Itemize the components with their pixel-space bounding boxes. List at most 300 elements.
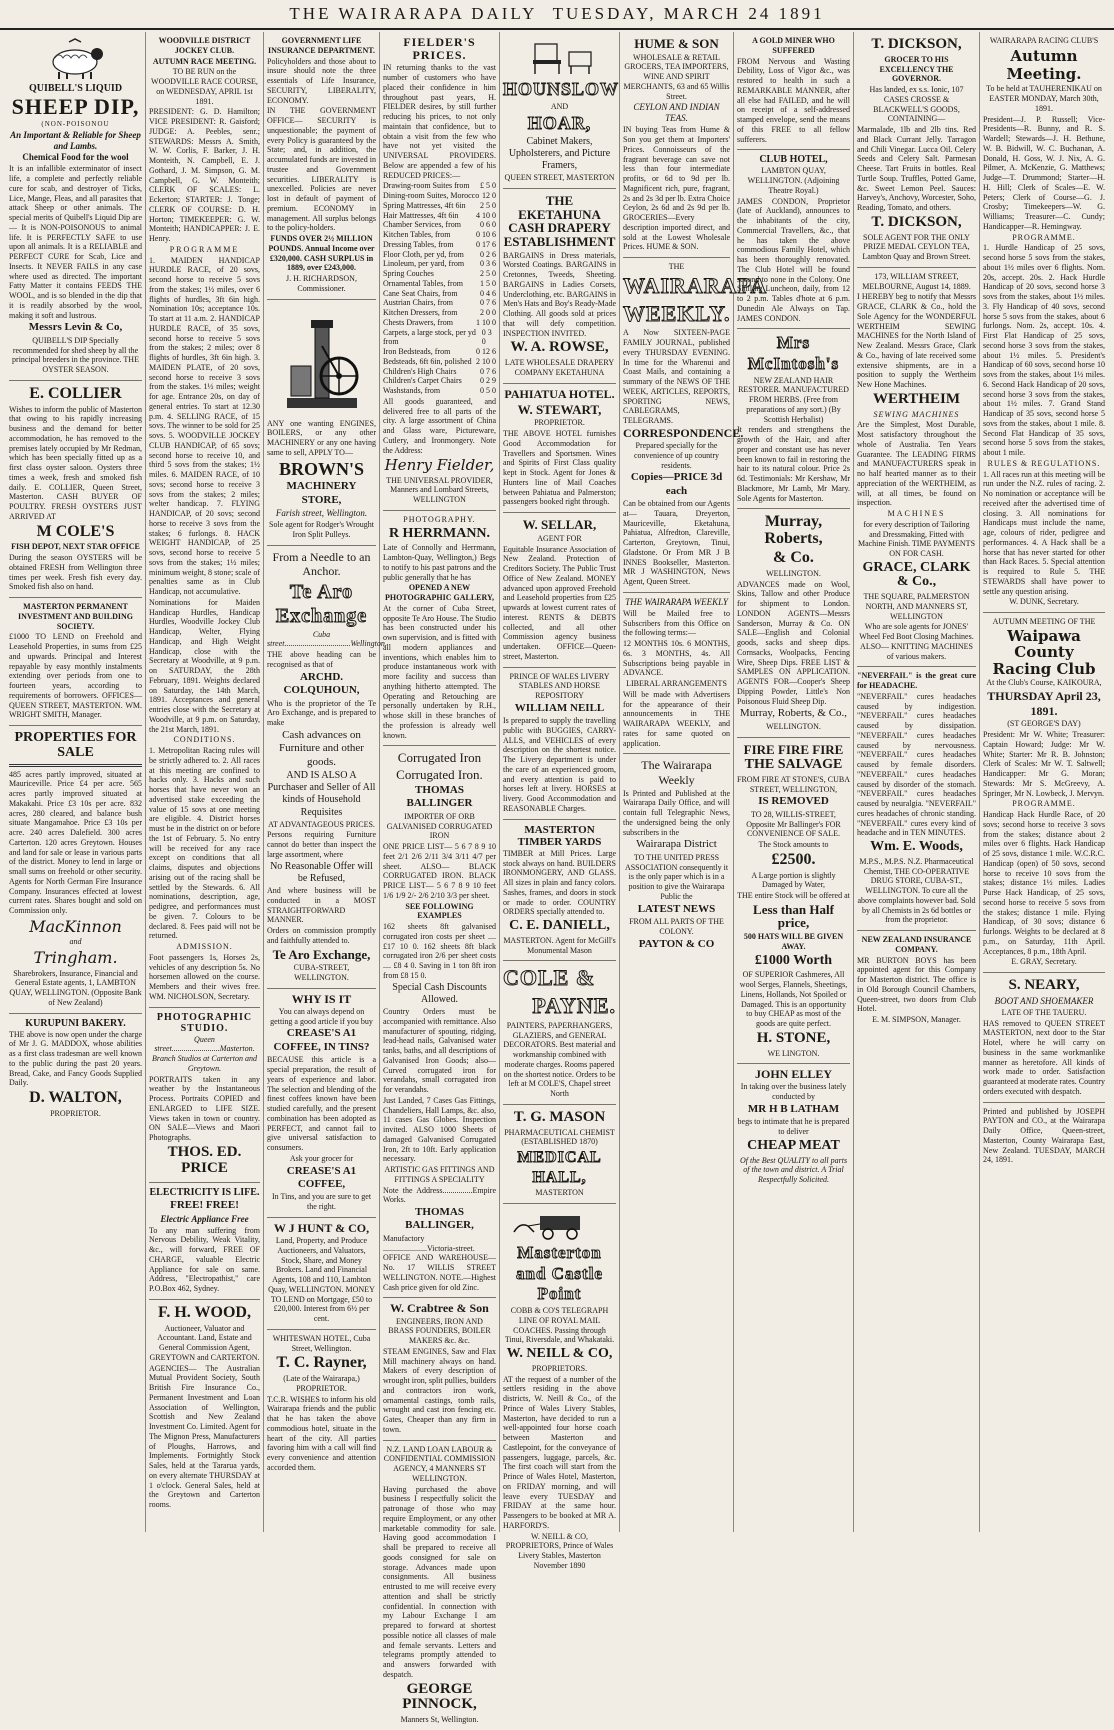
ad-weekly-press [623,754,730,955]
murray-body: ADVANCES made on Wool, Skins, Tallow and other Produce for shipment to London. LONDON AGENTS—Messrs Sanderson, Murray & Co. ON SALE—English and Colonial goods, sacks and sheep dips. Cornsacks, Woolpacks, Fencing Wire, Sheep Dips. FREE LIST & SAMPLES ON APPLICATION. AGENTS FOR—Cooper's Sheep Dipping Powder, Little's Non Poisonous Fluid Sheep Dip. [737,579,850,706]
gov-commissioner: J. H. RICHARDSON, Commissioner. [286,274,357,293]
chair-illustration [515,38,605,76]
ad-grace-clark [857,268,976,668]
quibell-heading: QUIBELL'S LIQUID [28,83,123,94]
all-parts: FROM ALL PARTS OF THE COLONY. [629,917,724,936]
grace-clark-name: GRACE, CLARK & Co., [862,559,971,590]
society-body: £1000 TO LEND on Freehold and Leasehold Properties, in sums from £25 and upwards. Principal and Interest repayable by easy monthly instalments extending over periods from one to fourteen years, according to requirements of borrowers. OFFICES—QUEEN STREET, MASTERTON. WM. WRIGHT SMITH, Manager. [9,632,142,720]
ballinger-office: Manufactory ......................Victoria-street. OFFICE AND WAREHOUSE— No. 17 WILLIS STREET WELLINGTON. NOTE.—Highest Cash price given for old Zinc. [383,1233,496,1292]
price-row [383,240,496,250]
price-value: 1 10 0 [476,317,496,327]
neary-trade: BOOT AND SHOEMAKER [994,995,1094,1006]
gov-body: IN THE GOVERNMENT OFFICE— SECURITY is unquestionable; the payment of every Policy is guaranteed by the State; and, in addition, the accumulated funds are invested in trustee and Government securities. LIBERALITY is unexcelled. Policies are never lost in default of payment of premium. ECONOMY in management. All surplus belongs to the policy-holders. [267,106,376,233]
price-item: Dining-room Suites, Morocco [383,191,480,201]
stewart-name: W. STEWART, [517,401,602,417]
gov-intro: Policyholders and those about to insure should note the three essentials of Life Insurance, SECURITY, LIBERALITY, ECONOMY. [267,56,376,105]
ad-building-society [9,598,142,726]
cash-discounts: Special Cash Discounts Allowed. [392,981,487,1005]
ballinger-1: THOMAS BALLINGER [406,784,473,810]
price-row [383,386,496,396]
timber-heading: MASTERTON TIMBER YARDS [517,823,602,848]
price-item: Ornamental Tables, from [383,278,463,288]
imprint [983,1103,1105,1171]
iron-price-list: ONE PRICE LIST— 5 6 7 8 9 10 feet 2/1 2/6 2/11 3/4 3/11 4/7 per sheet. ALSO— BLACK CORRUGATED IRON. BLACK PRICE LIST— 5 6 7 8 9 10 feet 1/6 1/9 2/- 2/6 2/10 3/3 per sheet. [383,842,496,900]
purchaser-seller: AND IS ALSO A Purchaser and Seller of All kinds of Household Requisites [267,769,376,818]
elley-name: JOHN ELLEY [754,1067,832,1082]
te-aro-text-2: Who is the proprietor of the Te Aro Exchange, and is prepared to make [267,698,376,728]
wk-press: TO THE UNITED PRESS ASSOCIATION consequently it is the only paper which is in a position to give the Wairarapa Public the [624,852,729,901]
price-value: 4 10 0 [476,210,496,220]
collier-body: Wishes to inform the public of Masterton that owing to his rapidly increasing business and the demand for better accommodation, he has removed to the premises lately occupied by Mr Redman, which has been specially fitted up as a first class oyster saloon. Oysters three times a week, fresh and smoked fish daily. E. COLLIER, Queen Street, Masterton. CASH BUYER OF POULTRY. FRESH OYSTERS JUST ARRIVED AT [9,404,142,521]
price-value: £ 5 0 [480,181,496,191]
quibell-note: QUIBELL'S DIP Specially recommended for shed sheep by all the principal breeders in the province. THE OYSTER SEASON. [12,335,139,375]
murray-town: WELLINGTON. [766,568,821,578]
properties-heading: PROPERTIES FOR SALE [14,730,137,760]
jc-intro: TO BE RUN on the WOODVILLE RACE COURSE, on WEDNESDAY, APRIL 1st 1891. [151,67,258,106]
examples-heading: SEE FOLLOWING EXAMPLES [405,901,474,921]
jc-nominations: Nominations for Maiden Handicap Hurdles, Handicap Hurdles, Woodville Jockey Club Handicap, Welter, Flying Handicap, and High Weight Handicap, close with the Secretary at Woodville, at 9 p.m. on SATURDAY, the 28th February, 1891. Weights declared on Saturday, the 14th March, 1891. Acceptances and general entries close with the Secretary at Woodville, at 9 p.m. on Saturday, the 21st March, 1891. [149,597,260,734]
mackinnon-name: MacKinnon [29,916,122,936]
cole-subheading: FISH DEPOT, NEXT STAR OFFICE [11,542,140,552]
herrmann-body: At the corner of Cuba Street, opposite Te Aro House. The Studio has been constructed under his own supervision, and is fitted with all modern appliances and inventions, which enables him to produce instantaneous work with more facility and success than anything hitherto attempted. The Operating and Retouching are personally undertaken by R.H., whose skill in these branches of the profession is already well known. [383,603,496,740]
price-value: 2 5 0 [480,200,496,210]
ad-crabtree [383,1298,496,1440]
hair-restorer-body: It renders and strengthens the growth of the Hair, and after proper and constant use has never been known to fail in restoring the hair to its natural colour. Price 2s 6d. Testimonials: Mr Kershaw, Mr Blackmore, Mr Lamb, Mr Mary. Sole Agents for Masterton. [737,425,850,503]
thos-price-name: THOS. ED. PRICE [167,1143,242,1176]
electricity-heading: ELECTRICITY IS LIFE. [149,1187,260,1199]
gold-miner-body: FROM Nervous and Wasting Debility, Loss of Vigor &c., was restored to health in such a REMARKABLE MANNER, after all else had FAILED, and he will on receipt of a self-addressed stamped envelope, send the means of this FREE to all fellow sufferers. [737,56,850,144]
quibell-tagline: An Important & Reliable for Sheep and Lambs. [10,129,141,151]
wp-programme: Handicap Hack Hurdle Race, of 20 sovs; second horse to receive 3 sovs from the stakes; distance about 2 miles over 6 flights. Hack Handicap of 25 sovs, distance 1 mile. W.C.R.C. Handicap (open) of 50 sovs, second horse to receive 10 sovs from the stakes; distance 1½ miles. Ladies Purse Hack Handicap, of 25 sovs, second horse to receive 5 sovs from the stakes; distance 1 mile. Flying Handicap, of 30 sovs; distance 6 furlongs. Weights to be declared at 8 p.m., on Saturday, 11th April. Acceptances, 8 p.m., 18th April. [983,810,1105,956]
price-item: Linoleum, per yard, from [383,259,465,269]
column-5 [500,32,620,1570]
castle-point-heading: Masterton and Castle Point [516,1242,603,1304]
tringham-name: Tringham. [33,948,118,968]
corrugated-1: Corrugated Iron [397,750,482,766]
price-value: 0 7 6 [480,298,496,308]
price-item: Dressing Tables, from [383,239,454,249]
machines-note: for every description of Tailoring and Dressmaking, Fitted with Machine Finish. TIME PAYMENTS ON FOR CASH. [857,519,976,558]
ad-labour-agency [383,1441,496,1730]
gas-fittings: ARTISTIC GAS FITTINGS AND FITTINGS A SPECIALITY [384,1165,495,1184]
wood-agencies: AGENCIES— The Australian Mutual Provident Society, South British Fire Insurance Co., Permanent Investment and Loan Association of Wellington, Scottish and New Zealand Investment Co. Limited. Agent for The Mignon Press, Manufacturers of Ploughs, Harrows, and Implements. Fortnightly Stock Sales, held at the Tararua yards, on every alternate THURSDAY at 1 o'clock. General Sales, held at the Greytown and Carterton rooms. [149,1363,260,1510]
properties-body: 485 acres partly improved, situated at Mauriceville. Price £4 per acre. 565 acres partly improved situated at Makakahi. Price £3 10s per acre. 832 acres, 280 cleared, and balance bush situate Mangamahoe. Price £3 10s per acre. 240 acres Dalefield. 300 acres Carterton. 120 acres Greytown. Houses and land for sale or lease in various parts of the district. Money to lend in large or small sums on freehold or other security. Agents for North German Fire Insurance Company. Insurances effected at lowest current rates. Shares bought and sold on Commission only. [9,769,142,916]
price-value: 0 17 6 [476,239,496,249]
eketahuna-body: BARGAINS in Dress materials, Worsted Coatings. BARGAINS in Cretonnes, Tweeds, Sheeting. BARGAINS in Ladies Corsets, Underclothing, etc. BARGAINS in Men's Hats and Boy's Ready-Made Clothing. All goods sold at prices that will defy competition. INSPECTION INVITED. [503,250,616,338]
rayner-name: T. C. Rayner, [276,1354,367,1372]
ww-intro: Will be Mailed free to Subscribers from this Office on the following terms:— [623,608,730,638]
waipawa-club: Waipawa County Racing Club [992,626,1096,678]
wood-name: F. H. WOOD, [158,1303,251,1321]
wp-heading: AUTUMN MEETING OF THE [992,617,1096,627]
column-2 [146,32,264,1532]
corrugated-2: Corrugated Iron. [396,767,483,783]
why-intro: You can always depend on getting a good article if you buy [270,1006,373,1026]
weekly-body: A Now SIXTEEN-PAGE FAMILY JOURNAL, published every THURSDAY EVENING. In time for the Wharenui and Coast Mails, and containing a summary of the NEWS OF THE WEEK, ARTICLES, REPORTS, SPORTING NEWS, CABLEGRAMS, TELEGRAMS. [623,328,730,426]
price-value: 12 0 [482,191,496,201]
ad-neverfail [857,667,976,931]
ad-hair-restorer [737,329,850,509]
price-value: 0 7 6 [480,366,496,376]
ad-john-elley [737,1064,850,1190]
price-item: Carpets, a large stock, per yd from [383,327,476,347]
society-heading: MASTERTON PERMANENT INVESTMENT AND BUILDING SOCIETY. [18,602,133,631]
jc-subheading: AUTUMN RACE MEETING. [152,56,257,66]
autumn-meeting: Autumn Meeting. [1006,46,1082,84]
murray-footer: Murray, Roberts, & Co., [739,707,848,720]
price-item: Bedsteads, 6ft 6in, polished [383,356,472,366]
hair-restorer-title: NEW ZEALAND HAIR RESTORER. MANUFACTURED FROM HERBS. (Free from preparations of any sort.) (By Scottish Herbalist) [738,375,849,424]
ad-fire-salvage [737,738,850,1065]
payton-co: PAYTON & CO [638,937,715,950]
rowse-note: LATE WHOLESALE DRAPERY COMPANY EKETAHUNA [504,358,615,377]
price-row [383,328,496,348]
latham-name: MR H B LATHAM [747,1102,840,1115]
column-9 [980,32,1108,1532]
ad-wairarapa-weekly [623,258,768,593]
price-row [383,230,496,240]
column-8 [854,32,980,1532]
column-3 [264,32,387,1532]
price-row [383,211,496,221]
jc-programme-title: PROGRAMME [169,244,240,254]
mason-town: MASTERTON [535,1188,584,1198]
hunt-heading: W J HUNT & CO, [273,1220,370,1235]
coach-line: COBB & CO'S TELEGRAPH LINE OF ROYAL MAIL COACHES. Passing through Tinui, Riversdale, and Whakataki. [504,1306,615,1345]
timber-body: TIMBER at Mill Prices. Large stock always on hand. BUILDERS IRONMONGERY, AND GLASS. All sizes in plain and fancy colors. Sashes, frames, and doors in stock or made to order. COUNTRY ORDERS specially attended to. [503,848,616,917]
price-row [383,289,496,299]
cole-body: During the season OYSTERS will be obtained FRESH from Wellington three times per week. Fresh fish every day. Smoked fish also on hand. [9,553,142,592]
wk-body: Is Printed and Published at the Wairarapa Daily Office, and will contain full Telegraphic News, the undersigned being the only subscribers in the [623,788,730,837]
mason-name: T. G. MASON [513,1108,606,1125]
jc-conditions-title: CONDITIONS. [173,735,236,745]
examples-body: 162 sheets 8ft galvanised corrugated iron costs per sheet .... £17 10 0. 162 sheets 8ft black corrugated iron 2/6 per sheet costs .... £8 4 0. Saving in 1 ton 8ft iron from £8 15 0. [383,922,496,980]
wp-secretary: E. GRAY, Secretary. [1011,957,1077,967]
te-aro-text-3: Persons requiring Furniture cannot do better than inspect the large assortment, where [267,830,376,859]
ad-weekly-subscriptions [623,593,730,754]
crease-body: BECAUSE this article is a special preparation, the result of years of experience and labor. The selection and blending of the finest coffees known have been studied carefully, and the present combination has been adopted as PERFECT, and cannot fail to give universal satisfaction to consumers. [267,1055,376,1152]
woods-name: Wm. E. Woods, [870,839,963,855]
cash-advances: Cash advances on Furniture and other goods. [279,728,364,768]
ad-prince-of-wales-stables [503,668,616,820]
price-row [383,298,496,308]
hume-body: IN buying Teas from Hume & Son you get them at Importers' Prices. Connoisseurs of the fragrant beverage can save not less than four intermediate profits, or 6d to 9d per lb. Magnificent rich, pure, fragrant, 2s and 2s 3d per lb. Extra Choice Ceylon, 2s 6d and 2s 9d per lb. GROCERIES—Every description imported direct, and sold at the Lowest Wholesale Prices. HUME & SON. [623,125,730,252]
crease-coffee-2: CREASE'S A1 COFFEE, [286,1164,357,1190]
ad-government-life [267,32,376,300]
no-reasonable-offer: No Reasonable Offer will be Refused, [270,860,373,884]
te-aro-text-5: Orders on commission promptly and faithfully attended to. [267,926,376,945]
woods-details: M.P.S., M.P.S. N.Z. Pharmaceutical Chemist, THE CO-OPERATIVE DRUG STORE, CUBA-ST., WELLINGTON. To cure all the above complaints however bad. Sold by all Chemists in 2s 6d bottles or from the proprietor. [857,856,976,925]
crabtree-body: STEAM ENGINES, Saw and Flax Mill machinery always on hand. Makers of every description of wrought iron, split pullies, builders and contractors iron work, ornamental castings, tomb rails, wrought and cast iron fencing etc. Gates, Cheaper than any firm in town. [383,1346,496,1434]
ballinger-2: THOMAS BALLINGER, [405,1206,474,1232]
henry-fielder: Henry Fielder, [384,456,495,475]
price-row [383,308,496,318]
price-row [383,269,496,279]
ad-castle-point-coach [503,1204,616,1576]
crabtree-sub: ENGINEERS, IRON AND BRASS FOUNDERS, BOILER MAKERS &c. &c. [388,1316,491,1346]
ad-timber-yards [503,820,616,962]
bakery-body: THE above is now open under the charge of Mr J. G. MADDOX, whose abilities as a first class tradesman are well known to the public during the past 20 years. Bread, Cake, and Fancy Goods Supplied Daily. [9,1029,142,1088]
eketahuna-heading: THE EKETAHUNA CASH DRAPERY ESTABLISHMENT [503,192,616,249]
free-free: FREE! FREE! [170,1199,239,1212]
stone-name: H. STONE, [756,1029,831,1046]
agency-heading: N.Z. LAND LOAN LABOUR & CONFIDENTIAL COMMISSION AGENCY, 4 MANNERS ST WELLINGTON. [383,1444,496,1483]
price-value: 0 2 6 [480,249,496,259]
gov-heading: GOVERNMENT LIFE INSURANCE DEPARTMENT. [268,36,375,55]
studio-body: PORTRAITS taken in any weather by the Instantaneous Process. Portraits COPIED and ENLARGED to LIFE SIZE. Views taken in town or country. ON SALE—Views and Maori Photographs. [149,1074,260,1142]
column-1 [6,32,146,1532]
column-4 [380,32,500,1725]
jc-conditions: 1. Metropolitan Racing rules will be strictly adhered to. 2. All races at this meeting are confined to hacks only. 3. Hacks and such horses that have never won an advertised stake exceeding the value of 15 sovs at one meeting are eligible. 4. District horses must be in the district on or before the 1st of February. 5. No entry will be received for any race except on conditions that all claims, disputes and objections arising out of the racing shall be settled by the Stewards. 6. All nominations, description, age, pedigree, and performances must be given. 7. Colours to be declared. 8. Fees paid will not be returned. [149,746,260,941]
elley-prepared: begs to intimate that he is prepared to deliver [737,1117,850,1137]
ad-properties [9,726,142,1013]
club-hotel-body: JAMES CONDON, Proprietor (late of Auckland), announces to the inhabitants of the city, Commercial Travellers, &c., that he has taken the above commodious Family Hotel, which has been thoroughly renovated. The Club Hotel will be found second to none in the Colony. One Shilling Luncheon, daily, from 12 to 2 p.m. Tables d'hote at 6 p.m. Dunedin Ale Always on Tap. JAMES CONDON. [737,196,850,323]
fielder-price-list [383,181,496,396]
jc-programme: 1. MAIDEN HANDICAP HURDLE RACE, of 20 sovs, second horse to receive 5 sovs from the stakes; 1½ miles, over 6 flights of hurdles, 3ft 6in high. Nomination 10s; acceptance 10s. To start at 11 a.m. 2. HANDICAP HURDLE RACE, of 35 sovs, second horse to receive 5 sovs from the stakes; 2 miles; over 8 flights of hurdles, 3ft 6in high. 3. MAIDEN PLATE, of 20 sovs, second horse to receive 3 sovs from the stakes. 1½ miles; weight for age. Entrance 20s, on day of general entries. To start at 12.30 p.m. 4. SELLING RACE, of 15 sovs. The winner to be sold for 25 sovs. 5. WOODVILLE JOCKEY CLUB HANDICAP, of 65 sovs; second horse to receive 10, and third 5 sovs from the stakes; 1½ miles. 6. MAIDEN RACE, of 10 sovs; second horse to receive 3 sovs from the stakes; 2 miles; welter handicap. 7. FLYING HANDICAP, of 20 sovs; second horse to receive 3 sovs from the stakes; 6 furlongs. 8. HACK WEIGHT HANDICAP, of 25 sovs, second horse to receive 5 sovs from the stakes; 1½ miles; minimum weight, 8 stone; scale of penalties same as in Club Handicap, not accumulative. [149,255,260,596]
hounslow-trade: Cabinet Makers, Upholsterers, and Picture Framers, [508,135,611,172]
te-aro-text-4: And where business will be conducted in a MOST STRAIGHTFORWARD MANNER. [267,886,376,925]
price-item: Hair Mattresses, 4ft 6in [383,210,459,220]
correspondence-note: Prepared specially for the convenience of up country residents. [633,441,720,470]
advantageous-prices: AT ADVANTAGEOUS PRICES. [268,819,375,829]
pw-body: Is prepared to supply the travelling public with BUGGIES, CARRY-ALLS, and VEHICLES of every description on the shortest notice. The Livery department is under the care of an experienced groom, and every attention is paid to horses left at livery. HORSES at livery. Good Accommodation and REASONABLE Charges. [503,716,616,813]
wood-title: Auctioneer, Valuator and Accountant. Land, Estate and General Commission Agent, GREYTOWN and CARTERTON. [149,1323,260,1362]
studio-heading: PHOTOGRAPHIC STUDIO. [156,1011,253,1034]
ad-nz-insurance [857,931,976,1030]
ad-cole-payne [503,961,616,1105]
price-row [383,259,496,269]
murray-co: & Co. [773,549,814,567]
hume-heading: HUME & SON [634,36,719,51]
murray-heading: Murray, Roberts, [764,513,823,548]
jc-heading: WOODVILLE DISTRICT JOCKEY CLUB. [158,36,251,55]
salvage-heading: THE SALVAGE [744,757,843,773]
neill-proprietors: PROPRIETORS. [531,1363,588,1373]
price-value: 0 6 0 [480,220,496,230]
wk-heading: The Wairarapa Weekly [641,758,712,788]
cole-heading: M COLE'S [36,522,115,540]
price-value: 0 2 9 [480,376,496,386]
price-value: 2 0 0 [480,308,496,318]
coach-body: AT the request of a number of the settlers residing in the above districts, W. Neill & Co., of the Prince of Wales Livery Stables, Masterton, have decided to run a well-appointed four horse coach between Masterton and Castlepoint, for the conveyance of passengers, luggage, parcels, &c. The first coach will start from the Prince of Wales Hotel, Masterton, on FRIDAY morning, and will leave every TUESDAY and FRIDAY at the same hour. Passengers to be booked at MR A. HARFORD'S. [503,1374,616,1530]
mason-title: PHARMACEUTICAL CHEMIST (ESTABLISHED 1870) [504,1127,615,1147]
medical-hall: MEDICAL HALL, [517,1149,602,1186]
hounslow-heading: HOUNSLOW [503,79,620,99]
cheap-meat: CHEAP MEAT [747,1137,840,1153]
is-removed: IS REMOVED [758,795,829,808]
ad-tg-mason [503,1105,616,1204]
stock-amounts: The Stock amounts to [758,840,829,849]
neary-body: HAS removed to QUEEN STREET MASTERTON, next door to the Star Hotel, where he will carry on business in the same workmanlike manner as heretofore. All kinds of work made to order. Satisfaction guaranteed at moderate rates. Country orders executed with despatch. [983,1018,1105,1096]
salvage-goods: OF SUPERIOR Cashmeres, All wool Serges, Flannels, Sheetings, Linens, Hollands, Not Spoiled or Damaged. This is an opportunity to buy CHEAP as most of the goods are quite perfect. [739,970,848,1029]
quibell-body: It is an infallible exterminator of insect life, a complete and perfectly reliable cure for scab, and destroyer of Ticks, Lice, Mange, Fleas, and all parasites that attack Sheep or other animals. The special merits of Quibell's Liquid Dip are— It is NON-POISONOUS to animal life. It is PERFECTLY SAFE to use upon all animals. It is a RELIABLE and PERFECT CURE for Scab, Lice and Insects. It NEVER FAILS in any case where used as directed. The important Fatty Matter it contains FEEDS THE WOOL, and is so blended in the dip that it is readily absorbed by the wool, making it soft and lustrous. [9,164,142,320]
ad-te-aro-exchange [267,546,387,989]
gold-miner-heading: A GOLD MINER WHO SUFFERED [752,36,835,55]
ww-terms: 12 MONTHS 10s. 6 MONTHS, 6s. 3 MONTHS, 4s. All Subscriptions being payable in ADVANCE. [623,639,730,678]
neverfail-heading: "NEVERFAIL" is the great cure for HEADACHE. [857,671,976,691]
ad-pahiatua-hotel [503,384,616,514]
gc-body: I HEREBY beg to notify that Messrs GRACE, CLARK & Co., hold the Sole Agency for the WONDERFUL WERTHEIM SEWING MACHINES for the North Island of New Zealand. Messrs Grace, Clark & Co., having of late received some extensive shipments, are in a position to supply the Wertheim New Hone Machines. [857,292,976,389]
nz-insurance-heading: NEW ZEALAND INSURANCE COMPANY. [861,935,972,954]
correspondence: CORRESPONDENCE. [623,425,744,440]
price-value: 0 4 6 [480,288,496,298]
walton-name: D. WALTON, [29,1089,122,1107]
sewing-machines: SEWING MACHINES [873,409,960,419]
weekly-wairarapa: WAIRARAPA [623,272,768,298]
pahiatua-body: THE ABOVE HOTEL furnishes Good Accommodation for Travellers and Sportsmen. Wines and Spirits of First Class quality kept in Stock. Agent for Jones & Hunters line of Mail Coaches between Pahiatua and Palmerston; passengers booked right through. [503,429,616,507]
wertheim-body: Are the Simplest, Most Durable, Most satisfactory throughout the whole of Australia. Ten Years Guarantee. The LEADING FIRMS and MANUFACTURERS speak in no half hearted manner as to their appreciation of the WERTHEIM, as will, at all times, be found on inspection. [857,420,976,508]
price-item: Austrian Chairs, from [383,298,453,308]
ad-hume-son [623,32,730,258]
price-row [383,181,496,191]
ad-club-hotel [737,150,850,329]
neill-co: W. NEILL & CO, [506,1346,613,1362]
te-aro-footer-address: CUBA-STREET, WELLINGTON. [293,963,350,982]
ad-murray-roberts [737,509,850,737]
price-row [383,250,496,260]
engine-illustration [277,306,367,416]
cole-and: COLE & [503,965,596,991]
ad-crease-coffee [267,989,376,1218]
needle-anchor: From a Needle to an Anchor. [272,549,371,579]
liberal-arrangements: LIBERAL ARRANGEMENTS [626,679,727,689]
jc-officers: PRESIDENT: G. D. Hamilton; VICE PRESIDENT: R. Gaisford; JUDGE: A. Peebles, senr.; STEWARDS: Messrs A. Smith, W. W. Corlis, F. Barker, J. H. Monteith, N. Campbell, E. J. Gothard, J. M. Simpson, G. M. Campbell, G. W. Monteith; CLERK OF SCALES: L. Eckerton; STARTER: J. Tonge; CLERK OF COURSE: D. H. Horton; TIMEKEEPER: G. W. Monteith; HANDICAPPER: J. E. Henry. [149,107,260,243]
sellar-agent: AGENT FOR [537,533,582,543]
weekly-agents: Can be obtained from our Agents at— Tauara, Dreyerton, Mauriceville, Eketahuna, Pahiatua, Alfredton, Clareville, Carterton, Greytown, Tinui, Gladstone. Or From MR J B INNES Bookseller, Masterton. MR J WASHINGTON, News Agent, Queen Street. [623,499,730,587]
elley-intro: In taking over the business lately conducted by [740,1082,847,1102]
latest-news: LATEST NEWS [637,902,716,915]
ad-photographic-studio [149,1008,260,1184]
wr-secretary: W. DUNK, Secretary. [1009,597,1079,607]
browns-note: Sole agent for Rodger's Wrought Iron Split Pulleys. [269,520,374,539]
machines: MACHINES [887,509,946,518]
knitting-machines: Who are sole agents for JONES' Wheel Fed Boot Closing Machines. ALSO— KNITTING MACHINES of various makers. [859,622,974,661]
hume-sub: WHOLESALE & RETAIL GROCERS, TEA IMPORTERS, WINE AND SPIRIT MERCHANTS, 63 and 65 Willis Street. [623,52,730,101]
jc-admission: Foot passengers 1s, Horses 2s, vehicles of any description 5s. No horsemen allowed on the course. Members and their wives free. WM. NICHOLSON, Secretary. [149,952,260,1001]
price-value: 1 5 0 [480,278,496,288]
masthead-title [0,4,1114,24]
herrmann-name: R HERRMANN. [388,525,491,541]
price-value: 0 10 6 [476,230,496,240]
quibell-agents: Messrs Levin & Co, [28,321,123,334]
double-rule [9,764,142,767]
ad-herrmann-photography [383,511,496,746]
dickson-goods: Marmalade, 1lb and 2lb tins. Red and Black Currant Jelly. Tarragon and Chili Vinegar. Lucca Oil. Celery Seeds and Celery Salt. Parmesan Cheese. Tart Fruits in bottles. Real Turtle Soup. Truffles, Potted Game, &c. Sweet Lemon Peel. Sauces: Harvey's, Anchovy, Worcester, Soho, Reading, Tomato, and others. [857,125,976,212]
price-row [383,347,496,357]
mackinnon-details: Sharebrokers, Insurance, Financial and General Estate agents, 1, LAMBTON QUAY, WELLINGTON. (Opposite Bank of New Zealand) [9,968,142,1007]
herrmann-intro: Late of Connolly and Herrmann, Lambton-Quay, Wellington,) Begs to notify to his past patrons and the public generally that he has [383,543,496,582]
wr-heading: WAIRARAPA RACING CLUB'S [989,36,1099,45]
issue-date: TUESDAY, MARCH 24 1891 [552,4,825,23]
fielder-intro: IN returning thanks to the vast number of customers who have placed their confidence in him throughout past years, H. FIELDER desires, by still further reducing his prices, to not only maintain that confidence, but to obtain a visit from the few who have not yet visited the UNIVERSAL PROVIDERS. Below are appended a few of his REDUCED PRICES:— [383,63,496,180]
fielder-note: All goods guaranteed, and delivered free to all parts of the city. A large assortment of China and Glass ware, Pictureware, Cutlery, and Ironmongery. Note the Address: [383,396,496,455]
te-aro-address: Cuba street.................................Wellington. [267,629,387,649]
hoar-heading: HOAR, [527,112,592,133]
newspaper-page [6,32,1108,1725]
quibell-tagline-2: Chemical Food for the wool [22,152,129,163]
wairarapa-district: Wairarapa District [636,838,717,851]
neill-name: WILLIAM NEILL [514,701,605,714]
dickson-tea: SOLE AGENT FOR THE ONLY PRIZE MEDAL CEYLON TEA, Lambton Quay and Brown Street. [862,232,971,261]
nz-insurance-body: MR BURTON BOYS has been appointed agent for this Company for Masterton district. The office is in Old Borough Council Chambers, Queen-street, two doors from Club Hotel. [857,955,976,1014]
ballinger-importer: IMPORTER OF ORB GALVANISED CORRUGATED IRON [386,811,493,841]
neary-late: LATE OF THE TAUERU. [1001,1007,1087,1017]
half-price: Less than Half price, [753,901,834,931]
price-row [383,357,496,367]
iron-address-note: Note the Address...............Empire Works. [383,1185,496,1205]
price-item: Kitchen Tables, from [383,230,451,240]
damaged-note: A Large portion is slightly Damaged by Water, [751,870,836,890]
cole-payne-body: PAINTERS, PAPERHANGERS, GLAZIERS, and GENERAL DECORATORS. Best material and workmanship combined with moderate charges. Rooms papered on the shortest notice. Orders to be left at M COLE'S, Chapel street North [503,1020,616,1099]
agency-body: Having purchased the above business I respectfully solicit the patronage of those who may require Employment, or any other marketable commodity for sale. Having good accommodation I shall be prepared to receive all goods consigned for sale on storage. Advances made upon consignments. All business entrusted to me will receive every attention and shall be strictly confidential. In connection with my Labour Exchange I am prepared to forward at shortest possible notice all classes of male and female servants. Letters and telegrams promptly attended to and answers forwarded with despatch. [383,1484,496,1679]
pw-heading: PRINCE OF WALES LIVERY STABLES AND HORSE REPOSITORY [509,671,610,700]
ad-sellar [503,513,616,667]
neverfail-body: "NEVERFAIL" cures headaches caused by indigestion. "NEVERFAIL" cures headaches caused by dissipation. "NEVERFAIL" cures headaches caused by nervousness. "NEVERFAIL" cures headaches caused by female disorders. "NEVERFAIL" cures headaches caused by disorder of the stomach. "NEVERFAIL" cures headaches caused by neuralgia. "NEVERFAIL" cures headaches of chronic standing. "NEVERFAIL" cures every kind of headache and in TEN MINUTES. [857,691,976,838]
price-item: Cane Seat Chairs, from [383,288,458,298]
masthead [0,0,1114,30]
rowse-name: W. A. ROWSE, [510,339,609,356]
column-6 [620,32,768,1532]
ad-white-swan [267,1330,376,1478]
mcintosh-heading: Mrs McIntosh's [747,333,840,373]
wp-programme-title: PROGRAMME. [1012,799,1076,809]
thousand-worth: £1000 Worth [754,952,833,968]
daniell-name: C. E. DANIELL, [509,918,610,934]
offered-at: THE entire Stock will be offered at [737,891,850,901]
dickson-footer: T. DICKSON, [871,213,962,230]
bakery-heading: KURUPUNI BAKERY. [25,1017,126,1029]
ad-corrugated-iron [383,746,496,1298]
wr-programme: 1. Hurdle Handicap of 25 sovs, second horse 5 sovs from the stakes, about 1½ miles over 6 flights. Nom. 20s, accept. 20s. 2. Hack Hurdle Handicap of 20 sovs, second horse 3 sovs from the stakes, about 1½ miles. 3. Fly Handicap of 40 sovs, second horse 5 sovs from the stakes, about 6 furlongs. Nom. 2s, accept. 10s. 4. First Flat Handicap of 25 sovs, second horse 3 sovs from the stakes, about 1½ miles. 5. President's Handicap of 60 sovs, second horse 10 sovs from the stakes, about 1½ miles. 6. Second Hack Handicap of 20 sovs, second horse 3 sovs from the stakes, about 1½ miles. 7. Grand Stand Handicap of 35 sovs, second horse 5 sovs from the stakes, about 1 mile. 8. Second Flat Handicap of 35 sovs, second horse 5 sovs from the stakes, about 1 mile. [983,243,1105,458]
coach-illustration [510,1210,610,1240]
price-item: Kitchen Dressers, from [383,308,458,318]
column-7 [734,32,854,1532]
pinnock-address: Manners St, Wellington. [400,1715,479,1725]
machinery-store: MACHINERY STORE, [286,480,357,506]
price-item: Children's Carpet Chairs [383,376,462,386]
price-row [383,201,496,211]
photography-title: PHOTOGRAPHY. [403,514,476,524]
dickson-cases: Has landed, ex s.s. Ionic, 107 CASES CROSSE & BLACKWELL'S GOODS, CONTAINING— [869,85,964,124]
hounslow-address: QUEEN STREET, MASTERTON [504,173,615,183]
price-row [383,279,496,289]
price-value: 0 12 6 [476,347,496,357]
electricity-body: To any man suffering from Nervous Debility, Weak Vitality, &c., will forward, FREE OF CHARGE, valuable Electric Appliance for sale on same. Address, "Electropathist," care P.O.Box 462, Sydney. [149,1225,260,1294]
salvage-from: FROM FIRE AT STONE'S, CUBA STREET, WELLINGTON, [737,774,850,794]
imprint-text: Printed and published by JOSEPH PAYTON and CO., at the Wairarapa Daily Office, Queen-street, Masterton, County Wairarapa East, New Zealand. TUESDAY, MARCH 24, 1891. [983,1106,1105,1165]
fire-heading: FIRE FIRE FIRE [743,741,844,757]
price-item: Floor Cloth, per yd, from [383,249,464,259]
wp-course: At the Club's Course, KAIKOURA, [986,678,1102,688]
price-item: Chests Drawers, from [383,317,453,327]
price-row [383,191,496,201]
hounslow-and: AND [550,101,569,111]
rayner-body: T.C.R. WISHES to inform his old Wairarapa friends and the public that he has taken the above commodious hotel, situate in the heart of the city. All parties favoring him with a call will find every convenience and attention accorded them. [267,1394,376,1472]
neary-name: S. NEARY, [1008,977,1080,994]
fielder-heading: FIELDER'S PRICES. [403,35,476,63]
ceylon-teas: CEYLON AND INDIAN TEAS. [633,102,720,124]
sellar-name: W. SELLAR, [522,517,597,533]
quibell-subtitle: (NON-POISONOU [41,120,110,128]
why-heading: WHY IS IT [291,991,352,1006]
ad-collier [9,381,142,598]
te-aro-text-1: THE above heading can be recognised as that of [267,650,376,669]
price-row [383,220,496,230]
weekly-the: THE [668,262,685,272]
wertheim: WERTHEIM [873,390,960,407]
wp-date: THURSDAY April 23, 1891. [987,689,1101,718]
colquhoun-name: ARCHD. COLQUHOUN, [283,670,360,697]
